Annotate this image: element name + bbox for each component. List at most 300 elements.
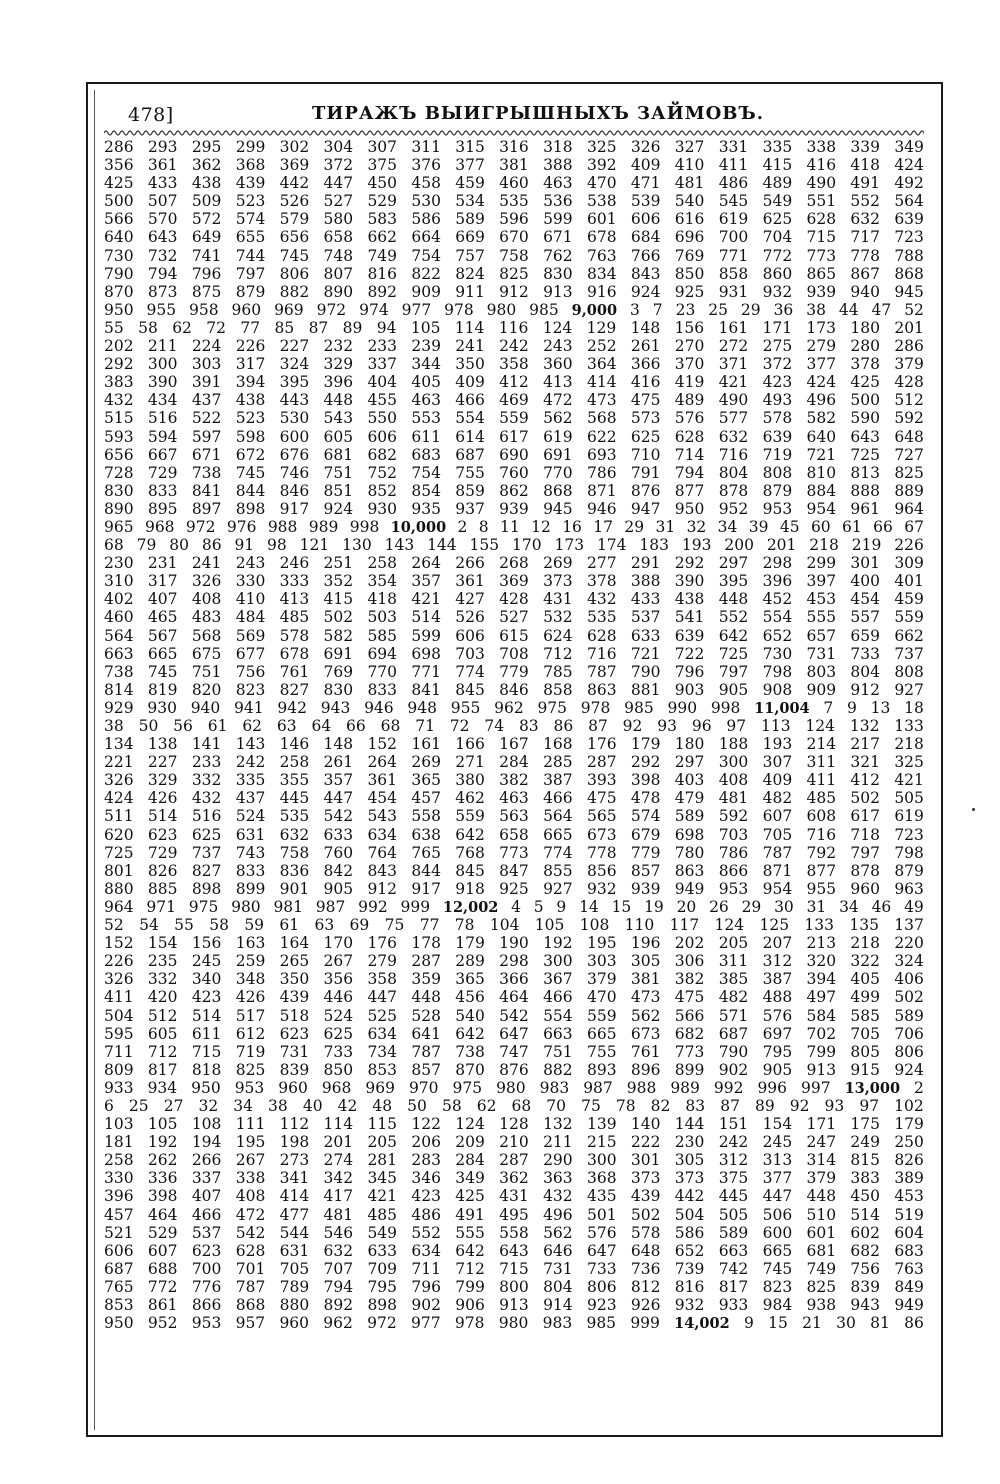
ticket-number: 727	[894, 445, 924, 464]
ticket-number: 600	[279, 427, 310, 446]
ticket-number: 87	[308, 318, 329, 337]
ticket-number: 241	[191, 554, 222, 573]
ticket-number: 743	[235, 843, 266, 862]
ticket-number: 912	[850, 680, 880, 699]
ticket-number: 290	[543, 1151, 573, 1170]
ticket-number: 370	[674, 355, 705, 374]
ticket-number: 52	[104, 916, 124, 935]
ticket-number: 94	[376, 318, 397, 337]
ticket-number: 558	[411, 807, 441, 826]
ticket-number: 731	[806, 644, 837, 663]
ticket-number: 871	[586, 481, 617, 500]
ticket-number: 992	[713, 1078, 744, 1097]
ticket-number: 606	[367, 427, 398, 446]
ticket-number: 714	[674, 445, 705, 464]
ticket-number: 530	[279, 409, 310, 428]
ticket-number: 933	[718, 1296, 749, 1314]
ticket-number: 16	[562, 517, 582, 536]
ticket-number: 243	[543, 337, 573, 356]
table-row	[104, 247, 924, 265]
ticket-number: 500	[104, 192, 134, 211]
ticket-number: 357	[411, 572, 441, 591]
ticket-number: 998	[349, 517, 380, 536]
ticket-number: 194	[191, 1133, 222, 1152]
ticket-number: 420	[147, 988, 178, 1007]
ticket-number: 394	[235, 373, 266, 392]
ticket-number: 517	[235, 1006, 266, 1025]
ticket-number: 484	[235, 608, 266, 627]
ticket-number: 329	[147, 771, 178, 790]
ticket-number: 978	[580, 698, 611, 717]
ticket-number: 526	[279, 192, 310, 211]
ticket-number: 122	[411, 1115, 441, 1134]
table-row	[104, 1278, 924, 1296]
ticket-number: 582	[323, 626, 354, 645]
ticket-number: 324	[894, 952, 924, 971]
ticket-number: 980	[496, 1078, 526, 1097]
ticket-number: 215	[586, 1133, 617, 1152]
ticket-number: 448	[806, 1187, 837, 1206]
ticket-number: 939	[499, 499, 529, 518]
ticket-number: 11	[500, 517, 520, 536]
ticket-number: 806	[894, 1042, 924, 1061]
ticket-number: 398	[147, 1187, 178, 1206]
ticket-number: 15	[611, 897, 632, 916]
ticket-number: 911	[455, 282, 485, 301]
ticket-number: 61	[842, 517, 862, 536]
ticket-number: 266	[191, 1151, 222, 1170]
table-row	[104, 536, 924, 554]
ticket-number: 171	[806, 1115, 837, 1134]
ticket-number: 143	[384, 536, 415, 555]
ticket-number: 486	[411, 1205, 441, 1224]
ticket-number: 628	[235, 1241, 266, 1260]
ticket-number: 549	[762, 192, 793, 211]
ticket-number: 115	[367, 1115, 398, 1134]
ticket-number: 950	[104, 1314, 134, 1333]
ticket-number: 329	[323, 355, 354, 374]
ticket-number: 712	[455, 1259, 485, 1278]
ticket-number: 211	[147, 337, 178, 356]
ticket-number: 751	[323, 463, 354, 482]
ticket-number: 914	[543, 1296, 573, 1314]
ticket-number: 382	[674, 970, 705, 989]
ticket-number: 596	[499, 210, 529, 229]
ticket-number: 516	[191, 807, 222, 826]
ticket-number: 716	[718, 445, 749, 464]
ticket-number: 116	[498, 318, 529, 337]
ticket-number: 961	[850, 499, 880, 518]
ticket-number: 890	[323, 282, 354, 301]
ticket-number: 166	[455, 735, 485, 754]
ticket-number: 960	[279, 1314, 310, 1333]
ticket-number: 700	[191, 1259, 222, 1278]
ticket-number: 349	[894, 138, 924, 156]
ticket-number: 286	[104, 138, 134, 156]
ticket-number: 408	[235, 1187, 266, 1206]
table-row	[104, 988, 924, 1006]
ticket-number: 514	[147, 807, 178, 826]
ticket-number: 788	[894, 246, 924, 265]
table-row	[104, 627, 924, 645]
ticket-number: 826	[894, 1151, 924, 1170]
ticket-number: 171	[762, 318, 793, 337]
ticket-number: 470	[586, 988, 617, 1007]
ticket-number: 368	[586, 1169, 617, 1188]
ticket-number: 516	[147, 409, 178, 428]
ticket-number: 633	[367, 1241, 398, 1260]
ticket-number: 369	[499, 572, 529, 591]
ticket-number: 96	[691, 717, 712, 735]
ticket-number: 734	[367, 1042, 398, 1061]
ticket-number: 712	[543, 644, 573, 663]
ticket-number: 439	[235, 174, 266, 193]
ticket-number: 658	[323, 228, 354, 247]
ticket-number: 693	[586, 445, 617, 464]
ticket-number: 888	[850, 481, 880, 500]
ticket-number: 503	[367, 608, 398, 627]
ticket-number: 787	[762, 843, 793, 862]
ticket-number: 711	[104, 1042, 134, 1061]
ticket-number: 504	[674, 1205, 705, 1224]
ticket-number: 245	[762, 1133, 793, 1152]
ticket-number: 830	[543, 264, 573, 283]
ticket-number: 64	[311, 717, 332, 735]
ticket-number: 233	[367, 337, 398, 356]
ticket-number: 847	[499, 861, 529, 880]
ticket-number: 342	[323, 1169, 354, 1188]
ticket-number: 49	[904, 897, 924, 916]
ticket-number: 607	[147, 1241, 178, 1260]
ticket-number: 209	[455, 1133, 485, 1152]
ticket-number: 58	[441, 1096, 462, 1115]
ticket-number: 97	[726, 717, 747, 735]
ticket-number: 779	[499, 662, 529, 681]
ticket-number: 683	[894, 1241, 924, 1260]
ticket-number: 481	[718, 789, 749, 808]
ticket-number: 381	[499, 156, 529, 175]
ticket-number: 71	[415, 717, 435, 735]
ticket-number: 300	[543, 952, 573, 971]
table-row	[104, 1224, 924, 1242]
ticket-number: 313	[762, 1151, 793, 1170]
ticket-number: 918	[455, 879, 485, 898]
ticket-number: 365	[411, 771, 441, 790]
ticket-number: 68	[380, 717, 401, 735]
table-row	[104, 645, 924, 663]
ticket-number: 447	[323, 789, 354, 808]
ticket-number: 265	[279, 952, 310, 971]
ticket-number: 435	[586, 1187, 617, 1206]
ticket-number: 843	[367, 861, 398, 880]
table-row	[104, 1151, 924, 1169]
ticket-number: 104	[489, 916, 520, 935]
ticket-number: 623	[191, 1241, 222, 1260]
ticket-number: 12	[531, 517, 551, 536]
ticket-number: 681	[323, 445, 354, 464]
ticket-number: 755	[455, 463, 485, 482]
ticket-number: 737	[191, 843, 222, 862]
ticket-number: 298	[499, 952, 529, 971]
ticket-number: 322	[850, 952, 880, 971]
ticket-number: 570	[147, 210, 178, 229]
ticket-number: 472	[235, 1205, 266, 1224]
ticket-number: 905	[762, 1060, 793, 1079]
ticket-number: 640	[806, 427, 837, 446]
ticket-number: 712	[147, 1042, 178, 1061]
ticket-number: 179	[630, 735, 661, 754]
ticket-number: 879	[235, 282, 266, 301]
ticket-number: 639	[674, 626, 705, 645]
ticket-number: 377	[762, 1169, 793, 1188]
ticket-number: 619	[894, 807, 924, 826]
ticket-number: 595	[104, 1024, 134, 1043]
ticket-number: 574	[630, 807, 661, 826]
ticket-number: 751	[543, 1042, 573, 1061]
ticket-number: 647	[499, 1024, 529, 1043]
ticket-number: 902	[718, 1060, 749, 1079]
ticket-number: 801	[104, 861, 134, 880]
ticket-number: 102	[894, 1096, 924, 1115]
ticket-number: 446	[323, 988, 354, 1007]
ticket-number: 337	[191, 1169, 222, 1188]
ticket-number: 365	[455, 970, 485, 989]
ticket-number: 375	[367, 156, 398, 175]
ticket-number: 54	[139, 916, 159, 935]
ticket-number: 671	[191, 445, 222, 464]
ticket-number: 505	[894, 789, 924, 808]
ticket-number: 899	[674, 1060, 705, 1079]
ticket-number: 673	[586, 825, 617, 844]
table-row	[104, 228, 924, 246]
ticket-number: 190	[499, 934, 529, 953]
ticket-number: 380	[455, 771, 485, 790]
ticket-number: 32	[198, 1096, 219, 1115]
ticket-number: 67	[904, 517, 924, 536]
ticket-number: 196	[630, 934, 661, 953]
ticket-number: 619	[718, 210, 749, 229]
ticket-number: 703	[455, 644, 485, 663]
ticket-number: 75	[581, 1096, 601, 1115]
ticket-number: 580	[323, 210, 354, 229]
ticket-number: 297	[674, 753, 705, 772]
ticket-number: 642	[455, 1241, 485, 1260]
ticket-number: 408	[191, 590, 222, 609]
ticket-number: 665	[543, 825, 573, 844]
ticket-number: 362	[499, 1169, 529, 1188]
ticket-number: 749	[367, 246, 398, 265]
ticket-number: 935	[411, 499, 441, 518]
ticket-number: 188	[718, 735, 749, 754]
ticket-number: 725	[104, 843, 134, 862]
ticket-number: 589	[894, 1006, 924, 1025]
ticket-number: 202	[674, 934, 705, 953]
ticket-number: 770	[543, 463, 573, 482]
ticket-number: 592	[718, 807, 749, 826]
ticket-number: 434	[147, 391, 178, 410]
ticket-number: 927	[543, 879, 573, 898]
ticket-number: 390	[674, 572, 705, 591]
ticket-number: 361	[147, 156, 178, 175]
ticket-number: 940	[190, 698, 221, 717]
ticket-number: 906	[455, 1296, 485, 1314]
ticket-number: 407	[147, 590, 178, 609]
ticket-number: 953	[234, 1078, 265, 1097]
ticket-number: 631	[279, 1241, 310, 1260]
ticket-number: 725	[718, 644, 749, 663]
ticket-number: 433	[147, 174, 178, 193]
ticket-number: 233	[191, 753, 222, 772]
ticket-number: 170	[323, 934, 354, 953]
ticket-number: 70	[546, 1096, 567, 1115]
ticket-number: 134	[104, 735, 134, 754]
ticket-number: 466	[543, 789, 573, 808]
ticket-number: 105	[147, 1115, 178, 1134]
ticket-number: 796	[191, 264, 222, 283]
ticket-number: 414	[586, 373, 617, 392]
ticket-number: 851	[323, 481, 354, 500]
ticket-number: 174	[596, 536, 627, 555]
ticket-number: 454	[367, 789, 398, 808]
ticket-number: 314	[806, 1151, 837, 1170]
ticket-number: 827	[279, 680, 310, 699]
ticket-number: 965	[104, 517, 134, 536]
table-row	[104, 753, 924, 771]
ticket-number: 912	[367, 879, 398, 898]
ticket-number: 862	[499, 481, 529, 500]
table-row	[104, 500, 924, 518]
ticket-number: 628	[674, 427, 705, 446]
ticket-number: 327	[674, 138, 705, 156]
ticket-number: 330	[104, 1169, 134, 1188]
ticket-number: 247	[806, 1133, 837, 1152]
ticket-number: 141	[191, 735, 222, 754]
ticket-number: 589	[455, 210, 485, 229]
ticket-number: 898	[367, 1296, 398, 1314]
ticket-number: 219	[851, 536, 882, 555]
ticket-number: 366	[630, 355, 661, 374]
ticket-number: 395	[718, 572, 749, 591]
ticket-number: 853	[104, 1296, 134, 1314]
ticket-number: 825	[894, 463, 924, 482]
ticket-number: 463	[499, 789, 529, 808]
page-number: 478]	[128, 104, 174, 126]
ticket-number: 470	[586, 174, 617, 193]
wavy-divider	[104, 128, 924, 138]
ticket-number: 790	[104, 264, 134, 283]
ticket-number: 148	[630, 318, 661, 337]
ticket-number: 756	[235, 662, 266, 681]
table-row	[104, 409, 924, 427]
ticket-number: 232	[323, 337, 354, 356]
ticket-number: 819	[147, 680, 178, 699]
ticket-number: 790	[630, 662, 661, 681]
ticket-number: 937	[455, 499, 485, 518]
ticket-number: 732	[147, 246, 178, 265]
ticket-number: 866	[718, 861, 749, 880]
ticket-number: 662	[894, 626, 924, 645]
ticket-number: 39	[748, 517, 769, 536]
ticket-number: 501	[586, 1205, 617, 1224]
ticket-number: 367	[543, 970, 573, 989]
ticket-number: 79	[136, 536, 157, 555]
ticket-number: 812	[630, 1277, 661, 1296]
ticket-number: 92	[789, 1096, 810, 1115]
ticket-number: 361	[455, 572, 485, 591]
ticket-number: 632	[850, 210, 880, 229]
ticket-number: 855	[543, 861, 573, 880]
ticket-number: 230	[104, 554, 134, 573]
ticket-number: 798	[894, 843, 924, 862]
ticket-number: 656	[279, 228, 310, 247]
ticket-number: 338	[806, 138, 837, 156]
ticket-number: 438	[674, 590, 705, 609]
ticket-number: 335	[235, 771, 266, 790]
ticket-number: 387	[762, 970, 793, 989]
thousands-marker: 12,002	[442, 898, 499, 916]
ticket-number: 38	[104, 717, 124, 735]
ticket-number: 576	[674, 409, 705, 428]
ticket-number: 772	[762, 246, 793, 265]
ticket-number: 416	[630, 373, 661, 392]
ticket-number: 987	[315, 897, 346, 916]
ticket-number: 59	[244, 916, 265, 935]
ticket-number: 124	[542, 318, 573, 337]
ticket-number: 655	[235, 228, 266, 247]
table-row	[104, 898, 924, 916]
table-row	[104, 826, 924, 844]
ticket-number: 890	[104, 499, 134, 518]
ticket-number: 789	[279, 1277, 310, 1296]
ticket-number: 412	[850, 771, 880, 790]
ticket-number: 325	[894, 753, 924, 772]
ticket-number: 352	[323, 572, 354, 591]
ticket-number: 286	[894, 337, 924, 356]
ticket-number: 702	[806, 1024, 837, 1043]
ticket-number: 744	[235, 246, 266, 265]
ticket-number: 167	[499, 735, 529, 754]
ticket-number: 377	[455, 156, 485, 175]
ticket-number: 662	[367, 228, 398, 247]
ticket-number: 152	[367, 735, 398, 754]
ticket-number: 541	[674, 608, 705, 627]
ticket-number: 463	[411, 391, 441, 410]
ticket-number: 243	[235, 554, 266, 573]
ticket-number: 239	[411, 337, 441, 356]
ticket-number: 946	[586, 499, 617, 518]
ticket-number: 842	[323, 861, 354, 880]
ticket-number: 757	[455, 246, 485, 265]
ticket-number: 310	[104, 572, 134, 591]
ticket-number: 638	[411, 825, 441, 844]
ticket-number: 178	[411, 934, 441, 953]
ticket-number: 55	[174, 916, 194, 935]
ticket-number: 978	[444, 300, 474, 319]
ticket-number: 930	[367, 499, 398, 518]
ticket-number: 56	[173, 717, 193, 735]
ticket-number: 950	[674, 499, 705, 518]
ticket-number: 703	[718, 825, 749, 844]
ticket-number: 572	[191, 210, 222, 229]
ticket-number: 709	[367, 1259, 398, 1278]
ticket-number: 91	[234, 536, 255, 555]
ticket-number: 625	[323, 1024, 354, 1043]
ticket-number: 760	[323, 843, 354, 862]
ticket-number: 58	[138, 318, 158, 337]
ticket-number: 63	[314, 916, 335, 935]
ticket-number: 427	[455, 590, 485, 609]
ticket-number: 738	[191, 463, 222, 482]
